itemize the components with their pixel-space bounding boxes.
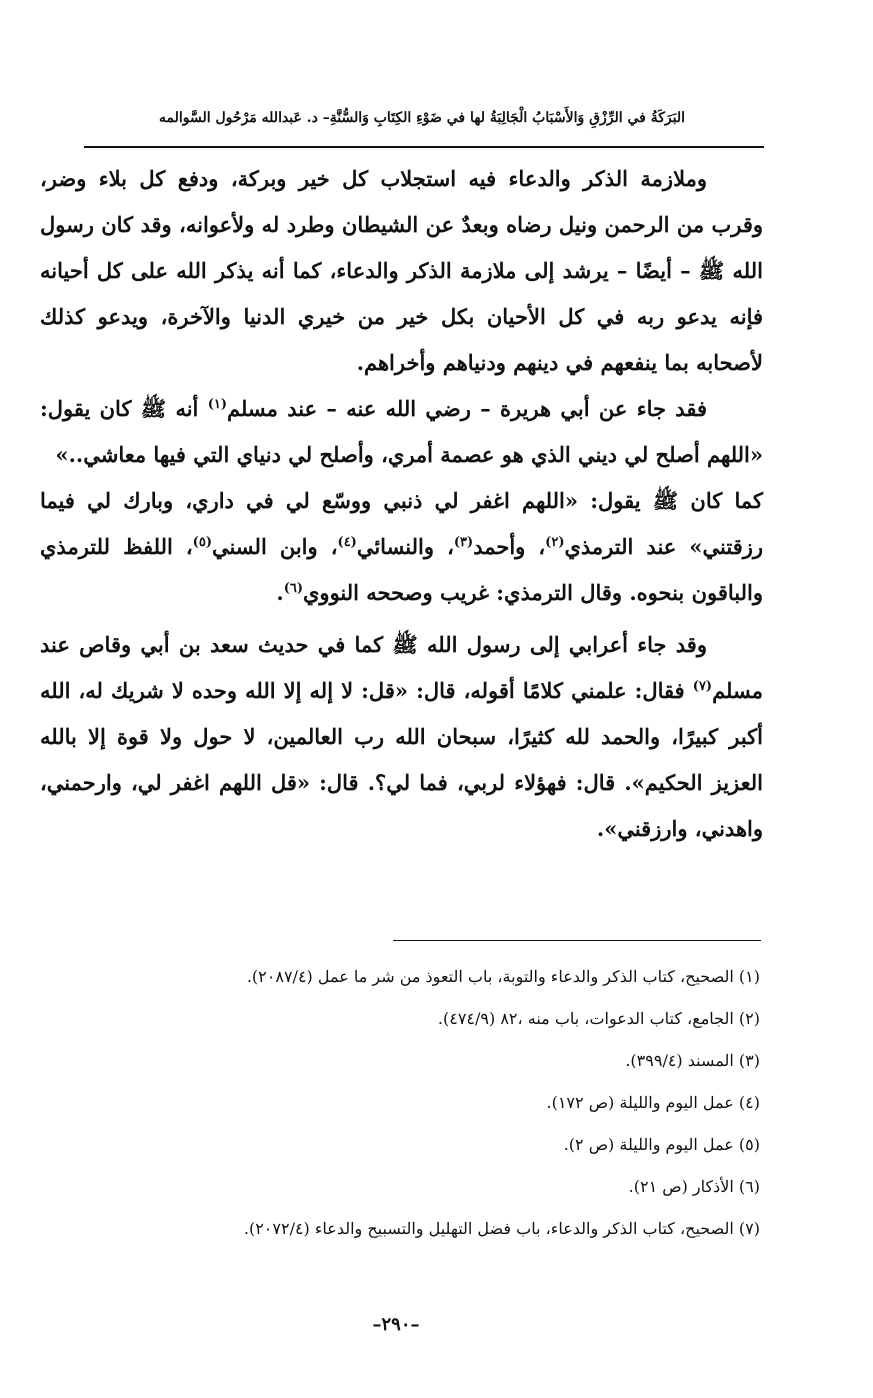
paragraph-3-text-c: ، والنسائي [356,534,454,559]
paragraph-4 [40,622,763,852]
main-text [40,156,763,852]
footnote-separator [393,940,761,941]
footnote-2: (٢) الجامع، كتاب الدعوات، باب منه ،٨٢ (٤٧٤/٩). [437,1009,760,1028]
paragraph-3-text-b: ، وأحمد [473,534,546,559]
paragraph-2 [40,386,763,478]
paragraph-3 [40,478,763,616]
footnote-ref-4: (٤) [337,535,357,550]
footnote-1: (١) الصحيح، كتاب الذكر والدعاء والتوبة، باب التعوذ من شر ما عمل (٢٠٨٧/٤). [246,967,760,986]
footnote-ref-1: (١) [207,397,227,412]
footnote-3: (٣) المسند (٣٩٩/٤). [625,1051,760,1070]
footnote-7: (٧) الصحيح، كتاب الذكر والدعاء، باب فضل التهليل والتسبيح والدعاء (٢٠٧٢/٤). [243,1219,760,1238]
paragraph-3-text-f: . [276,580,284,605]
page-number: –٢٩٠– [372,1314,420,1335]
paragraph-1: وملازمة الذكر والدعاء فيه استجلاب كل خير وبركة، ودفع كل بلاء وضر، وقرب من الرحمن ونيل رضاه وبعدٌ عن الشيطان وطرد له ولأعوانه، وقد كان رسول الله ﷺ – أيضًا – يرشد إلى ملازمة الذكر والدعاء، كما أنه يذكر الله على كل أحيانه فإنه يدعو ربه في كل الأحيان بكل خير من خيري الدنيا والآخرة، ويدعو كذلك لأصحابه بما ينفعهم في دينهم ودنياهم وأخراهم. [40,166,764,375]
footnote-ref-5: (٥) [192,535,212,550]
paragraph-4-text-a: وقد جاء أعرابي إلى رسول الله ﷺ كما في حديث سعد بن أبي وقاص عند مسلم [40,632,763,703]
footnote-ref-6: (٦) [283,581,303,596]
footnotes [40,956,760,1250]
running-header: البَرَكَةُ في الرِّزْقِ وَالأَسْبَابُ الْجَالِبَةُ لها في ضَوْءِ الكِتَابِ وَالسُّنَّةِ– د. عَبدالله مَرْحُول السَّوالمه [159,110,685,126]
paragraph-3-text-e: ، اللفظ للترمذي والباقون بنحوه. وقال الترمذي: غريب وصححه النووي [40,534,763,605]
paragraph-2-text-a: فقد جاء عن أبي هريرة – رضي الله عنه – عند مسلم [227,396,707,421]
paragraph-2-text-b: أنه ﷺ كان يقول: «اللهم أصلح لي ديني الذي هو عصمة أمري، وأصلح لي دنياي التي فيها معاشي..» [40,396,763,467]
footnote-ref-7: (٧) [692,679,713,694]
footnote-ref-3: (٣) [453,535,474,550]
paragraph-4-text-b: فقال: علمني كلامًا أقوله، قال: «قل: لا إله إلا الله وحده لا شريك له، الله أكبر كبيرًا، والحمد لله كثيرًا، سبحان الله رب العالمين، لا حول ولا قوة إلا بالله العزيز الحكيم». قال: فهؤلاء لربي، فما لي؟. قال: «قل اللهم اغفر لي، وارحمني، واهدني، وارزقني». [40,678,763,841]
footnote-6: (٦) الأذكار (ص ٢١). [628,1177,760,1196]
footnote-5: (٥) عمل اليوم والليلة (ص ٢). [563,1135,760,1154]
footnote-4: (٤) عمل اليوم والليلة (ص ١٧٢). [546,1093,760,1112]
header-rule [84,146,764,148]
paragraph-3-text-a: كما كان ﷺ يقول: «اللهم اغفر لي ذنبي ووسّع لي في داري، وبارك لي فيما رزقتني» عند الترمذي [40,488,764,559]
paragraph-3-text-d: ، وابن السني [211,534,338,559]
footnote-ref-2: (٢) [545,535,565,550]
